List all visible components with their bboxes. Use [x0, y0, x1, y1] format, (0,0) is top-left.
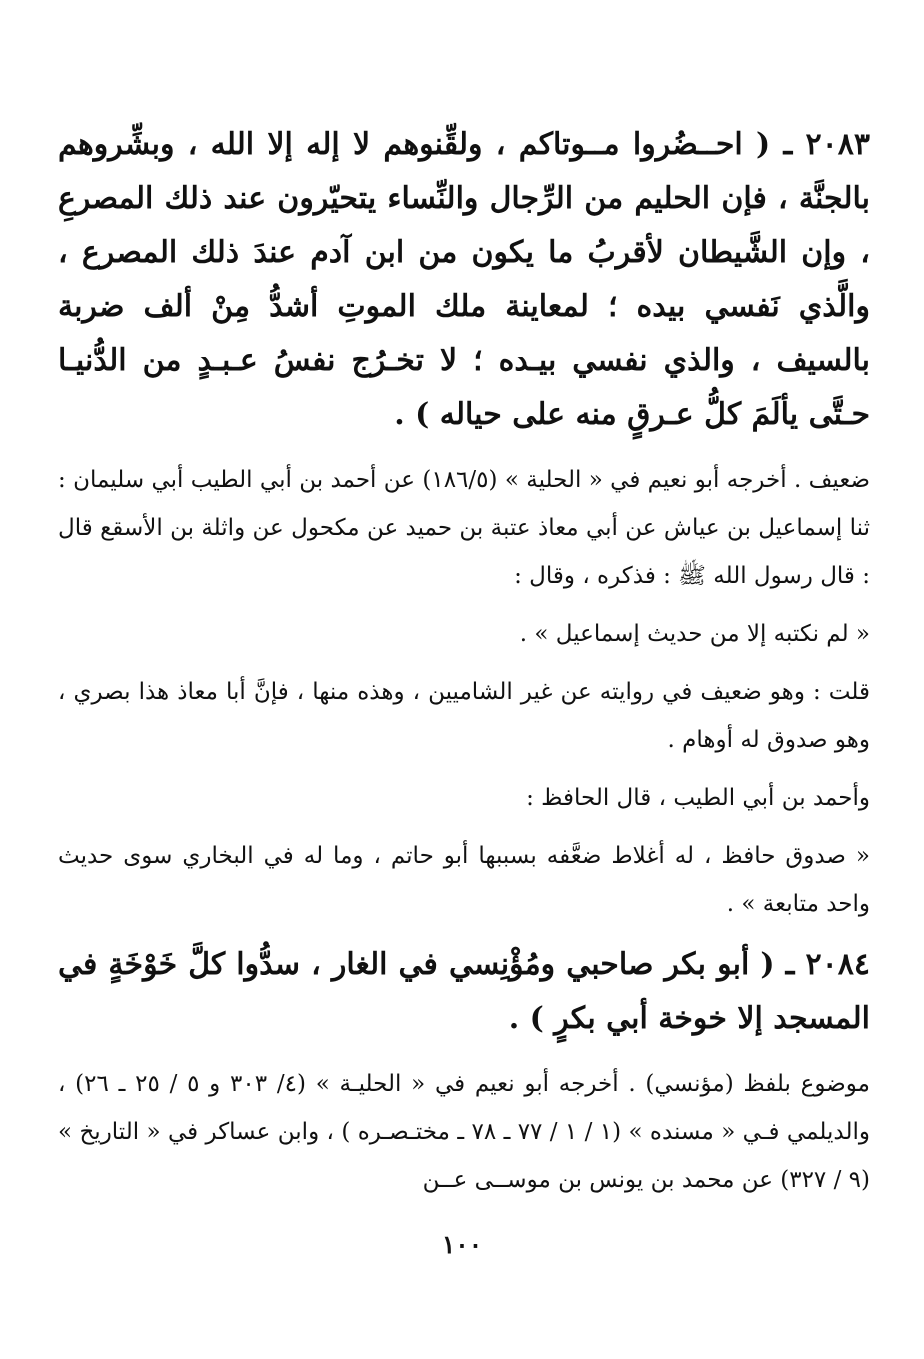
hadith-2084-grading-paragraph: موضوع بلفظ (مؤنسي) . أخرجه أبو نعيم في « الحليـة » (٤/ ٣٠٣ و ٥ / ٢٥ ـ ٢٦) ، والديلمي فـي « مسنده » (١ / ١ / ٧٧ ـ ٧٨ ـ مختـصـره ) ، وابن عساكر في « التاريخ » (٩ / ٣٢٧) عن محمد بن يونس بن موســى عــن	[58, 1071, 870, 1193]
hadith-2084-text: ٢٠٨٤ ـ ( أبو بكر صاحبي ومُؤْنِسي في الغار ، سدُّوا كلَّ خَوْخَةٍ في المسجد إلا خوخة أبي بكرٍ ) .	[58, 947, 870, 1036]
book-page	[58, 118, 870, 1214]
hadith-2083-quote-paragraph: « لم نكتبه إلا من حديث إسماعيل » .	[519, 621, 870, 647]
hadith-2083-narrator-paragraph: وأحمد بن أبي الطيب ، قال الحافظ :	[526, 785, 870, 811]
hadith-2083-grading-paragraph: ضعيف . أخرجه أبو نعيم في « الحلية » (١٨٦/٥) عن أحمد بن أبي الطيب أبي سليمان : ثنا إسماعيل بن عياش عن أبي معاذ عتبة بن حميد عن مكحول عن واثلة بن الأسقع قال : قال رسول الله ﷺ : فذكره ، وقال :	[58, 467, 870, 589]
page-number: ١٠٠	[441, 1230, 483, 1259]
hadith-2083-comment-paragraph: قلت : وهو ضعيف في روايته عن غير الشاميين ، وهذه منها ، فإنَّ أبا معاذ هذا بصري ، وهو صدوق له أوهام .	[58, 679, 870, 753]
hadith-2083-hafiz-quote-paragraph: « صدوق حافظ ، له أغلاط ضعَّفه بسببها أبو حاتم ، وما له في البخاري سوى حديث واحد متابعة » .	[58, 843, 870, 917]
hadith-2083-text: ٢٠٨٣ ـ ( احــضُروا مــوتاكم ، ولقِّنوهم لا إله إلا الله ، وبشِّروهم بالجنَّة ، فإن الحليم من الرِّجال والنِّساء يتحيّرون عند ذلك المصرعِ ، وإن الشَّيطان لأقربُ ما يكون من ابن آدم عندَ ذلك المصرع ، والَّذي نَفسي بيده ؛ لمعاينة ملك الموتِ أشدُّ مِنْ ألف ضربة بالسيف ، والذي نفسي بيـده ؛ لا تخـرُج نفسُ عـبـدٍ من الدُّنيـا حـتَّى يألَمَ كلُّ عـرقٍ منه على حياله ) .	[58, 127, 870, 432]
